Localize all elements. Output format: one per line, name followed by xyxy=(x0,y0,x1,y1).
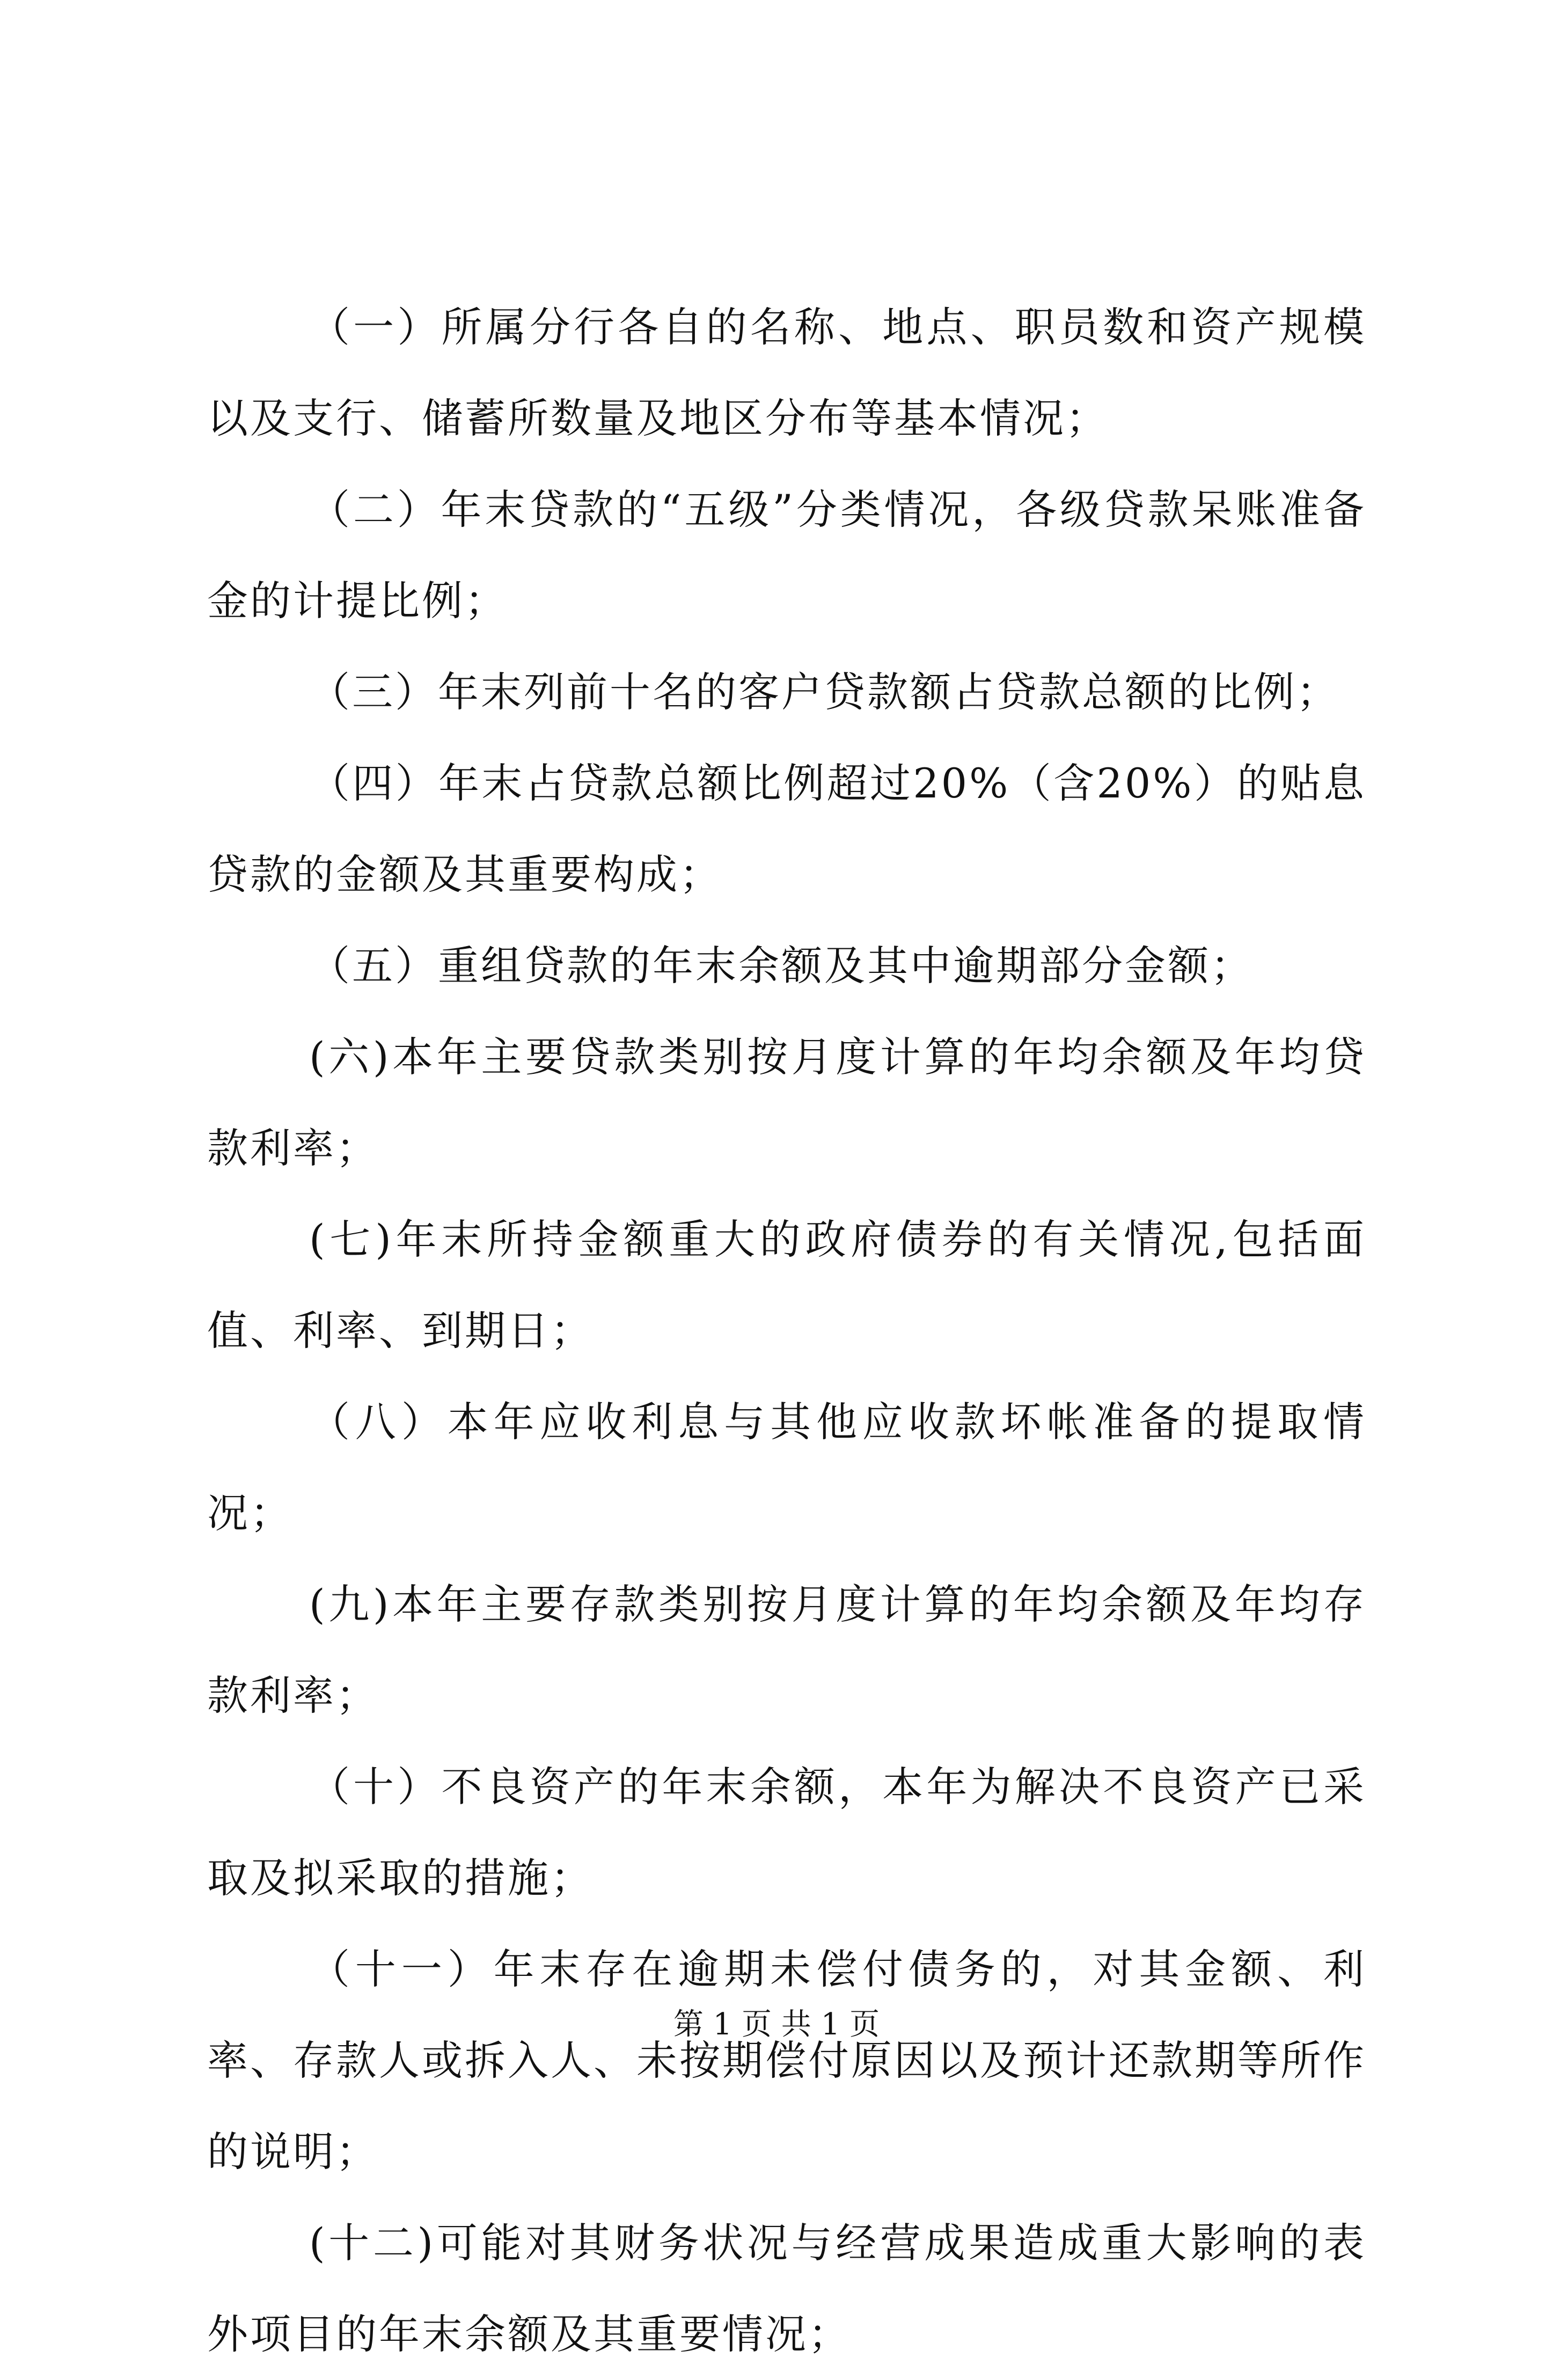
paragraph-4: （四）年末占贷款总额比例超过20%（含20%）的贴息贷款的金额及其重要构成； xyxy=(207,759,1366,898)
paragraph-7: (七)年末所持金额重大的政府债券的有关情况,包括面值、利率、到期日； xyxy=(207,1215,1366,1354)
paragraph-5: （五）重组贷款的年末余额及其中逾期部分金额； xyxy=(309,942,1254,990)
document-body xyxy=(207,282,1366,2380)
paragraph-3: （三）年末列前十名的客户贷款额占贷款总额的比例； xyxy=(309,668,1339,716)
paragraph-12: (十二)可能对其财务状况与经营成果造成重大影响的表外项目的年末余额及其重要情况； xyxy=(207,2219,1366,2358)
paragraph-10: （十）不良资产的年末余额，本年为解决不良资产已采取及拟采取的措施； xyxy=(207,1763,1366,1902)
page-footer xyxy=(0,2003,1553,2046)
paragraph-1: （一）所属分行各自的名称、地点、职员数和资产规模以及支行、储蓄所数量及地区分布等基本情况； xyxy=(207,303,1366,442)
paragraph-2: （二）年末贷款的“五级”分类情况，各级贷款呆账准备金的计提比例； xyxy=(207,486,1366,625)
paragraph-8: （八）本年应收利息与其他应收款坏帐准备的提取情况； xyxy=(207,1398,1366,1537)
paragraph-9: (九)本年主要存款类别按月度计算的年均余额及年均存款利率； xyxy=(207,1580,1366,1719)
paragraph-11: （十一）年末存在逾期未偿付债务的，对其金额、利率、存款人或拆入人、未按期偿付原因以及预计还款期等所作的说明； xyxy=(207,1945,1366,2176)
paragraph-6: (六)本年主要贷款类别按月度计算的年均余额及年均贷款利率； xyxy=(207,1033,1366,1172)
page-number-label: 第 1 页 共 1 页 xyxy=(673,2007,880,2042)
